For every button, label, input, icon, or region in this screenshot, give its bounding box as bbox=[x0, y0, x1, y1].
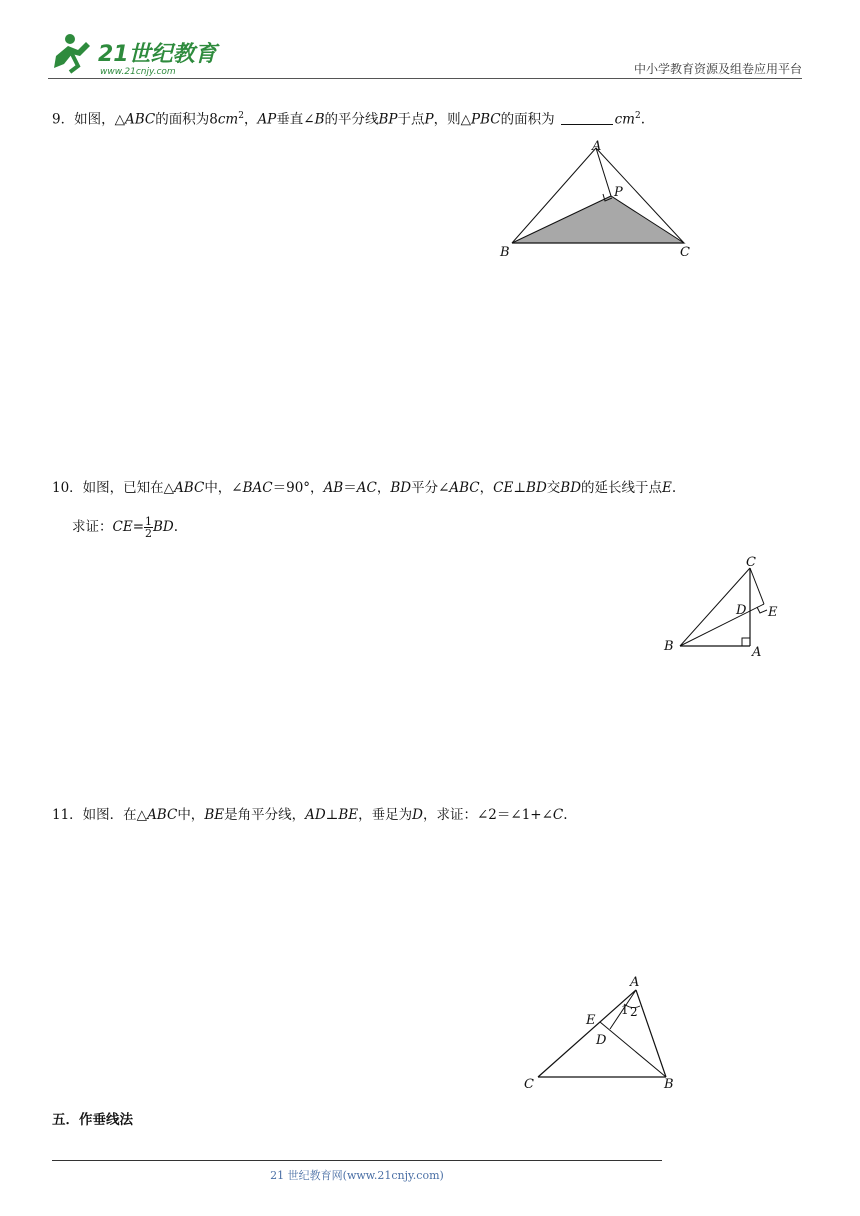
answer-blank[interactable] bbox=[561, 112, 613, 125]
question-10: 10．如图，已知在△ABC中，∠BAC＝90°，AB＝AC，BD平分∠ABC，CE⊥BD交BD的延长线于点E. bbox=[52, 480, 677, 496]
svg-text:2: 2 bbox=[630, 1005, 638, 1019]
logo-url: www.21cnjy.com bbox=[100, 67, 176, 77]
svg-text:E: E bbox=[586, 1013, 596, 1028]
right-angle-mark-e bbox=[757, 607, 767, 613]
figure-q11 bbox=[520, 966, 686, 1092]
fraction-one-half: $\frac{1}{2}$ bbox=[145, 515, 152, 540]
figure-q10 bbox=[660, 552, 784, 658]
svg-text:B: B bbox=[500, 245, 510, 260]
logo-text: 21世纪教育 bbox=[98, 42, 217, 67]
svg-text:A: A bbox=[752, 645, 762, 658]
svg-text:1: 1 bbox=[621, 1003, 629, 1017]
logo-runner-icon bbox=[48, 30, 228, 78]
question-10-proof: 求证：CE= $\frac{1}{2}$ BD. bbox=[72, 515, 179, 540]
platform-name: 中小学教育资源及组卷应用平台 bbox=[633, 62, 802, 76]
svg-text:B: B bbox=[664, 1077, 674, 1092]
svg-text:D: D bbox=[596, 1033, 607, 1048]
svg-text:A: A bbox=[592, 139, 602, 154]
svg-text:E: E bbox=[768, 605, 778, 620]
svg-text:A: A bbox=[630, 975, 640, 990]
shaded-triangle-pbc bbox=[512, 196, 684, 243]
svg-text:P: P bbox=[614, 185, 623, 200]
question-9: 9．如图，△ABC的面积为$8cm^2$，AP垂直∠B的平分线BP于点P，则△PBC的面积为 $cm^2$. bbox=[52, 111, 646, 128]
right-angle-mark-a bbox=[742, 638, 750, 646]
question-11: 11．如图．在△ABC中，BE是角平分线，AD⊥BE，垂足为D，求证：∠2＝∠1+∠C. bbox=[52, 807, 568, 823]
svg-text:C: C bbox=[524, 1077, 534, 1092]
svg-text:D: D bbox=[736, 603, 747, 618]
footer-text[interactable]: 21 世纪教育网(www.21cnjy.com) bbox=[270, 1169, 444, 1182]
footer-divider bbox=[52, 1160, 662, 1161]
logo bbox=[48, 30, 228, 78]
section-5-title: 五．作垂线法 bbox=[52, 1112, 133, 1128]
figure-q9 bbox=[496, 138, 696, 264]
header-divider bbox=[48, 78, 802, 79]
svg-text:C: C bbox=[680, 245, 690, 260]
svg-text:B: B bbox=[664, 639, 674, 654]
svg-text:C: C bbox=[746, 555, 756, 570]
